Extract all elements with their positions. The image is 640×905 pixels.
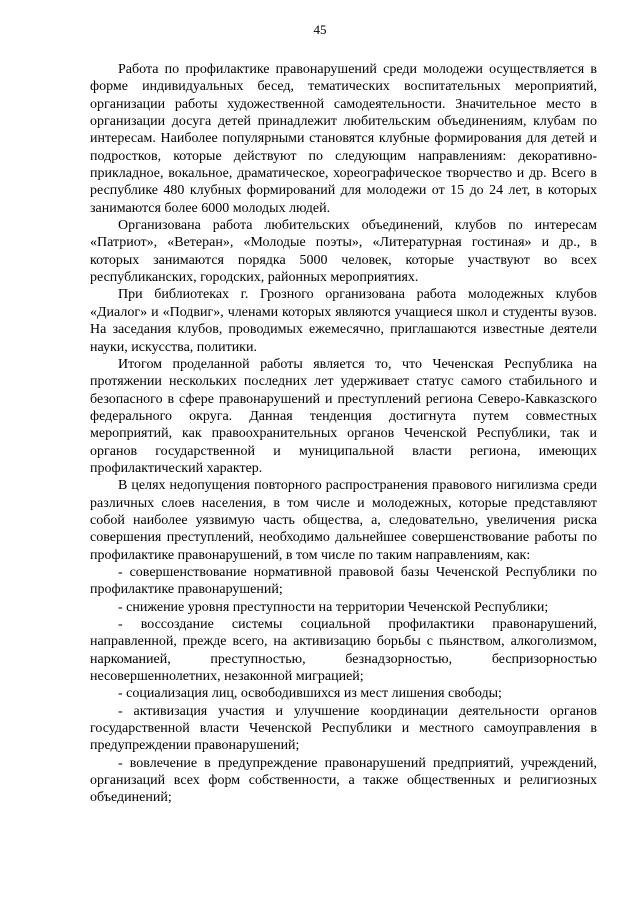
- list-item-crime-reduction: - снижение уровня преступности на территории Чеченской Республики;: [118, 599, 549, 615]
- list-item-involvement: - вовлечение в предупреждение правонарушений предприятий, учреждений, организаций всех форм собственности, а также общественных и религиозных объединений;: [90, 755, 597, 806]
- paragraph-results: Итогом проделанной работы является то, что Чеченская Республика на протяжении нескольких последних лет удерживает статус самого стабильного и безопасного в сфере правонарушений и преступлений региона Северо-Кавказского федерального округа. Данная тенденция достигнута путем совместных мероприятий, как правоохранительных органов Чеченской Республики, так и органов государственной и муниципальной власти региона, имеющих профилактический характер.: [90, 356, 597, 476]
- document-body: [90, 61, 597, 807]
- page-number: 45: [313, 22, 327, 37]
- list-item-legal-base: - совершенствование нормативной правовой базы Чеченской Республики по профилактике правонарушений;: [90, 564, 597, 598]
- paragraph-amateur-clubs: Организована работа любительских объединений, клубов по интересам «Патриот», «Ветеран», «Молодые поэты», «Литературная гостиная» и др., в которых занимаются порядка 5000 человек, которые участвуют во всех республиканских, городских, районных мероприятиях.: [90, 218, 597, 286]
- paragraph-youth-prevention: Работа по профилактике правонарушений среди молодежи осуществляется в форме индивидуальных бесед, тематических воспитательных мероприятий, организации работы художественной самодеятельности. Значительное место в организации досуга детей принадлежит любительским объединениям, клубам по интересам. Наиболее популярными становятся клубные формирования для детей и подростков, которые действуют по следующим направлениям: декоративно-прикладное, вокальное, драматическое, хореографическое творчество и др. Всего в республике 480 клубных формирований для молодежи от 15 до 24 лет, в которых занимаются более 6000 молодых людей.: [90, 62, 597, 216]
- list-item-coordination: - активизация участия и улучшение координации деятельности органов государственной власти Чеченской Республики и местного самоуправления в предупреждении правонарушений;: [90, 703, 597, 754]
- paragraph-goals-intro: В целях недопущения повторного распространения правового нигилизма среди различных слоев населения, в том числе и молодежных, которые представляют собой наиболее уязвимую часть общества, а, следовательно, увеличения риска совершения преступлений, необходимо дальнейшее совершенствование работы по профилактике правонарушений, в том числе по таким направлениям, как:: [90, 478, 597, 563]
- list-item-socialization: - социализация лиц, освободившихся из мест лишения свободы;: [118, 686, 502, 702]
- paragraph-library-clubs: При библиотеках г. Грозного организована работа молодежных клубов «Диалог» и «Подвиг», членами которых являются учащиеся школ и студенты вузов. На заседания клубов, проводимых ежемесячно, приглашаются известные деятели науки, искусства, политики.: [90, 287, 597, 355]
- list-item-social-prevention: - воссоздание системы социальной профилактики правонарушений, направленной, прежде всего, на активизацию борьбы с пьянством, алкоголизмом, наркоманией, преступностью, безнадзорностью, беспризорностью несовершеннолетних, незаконной миграцией;: [90, 617, 597, 685]
